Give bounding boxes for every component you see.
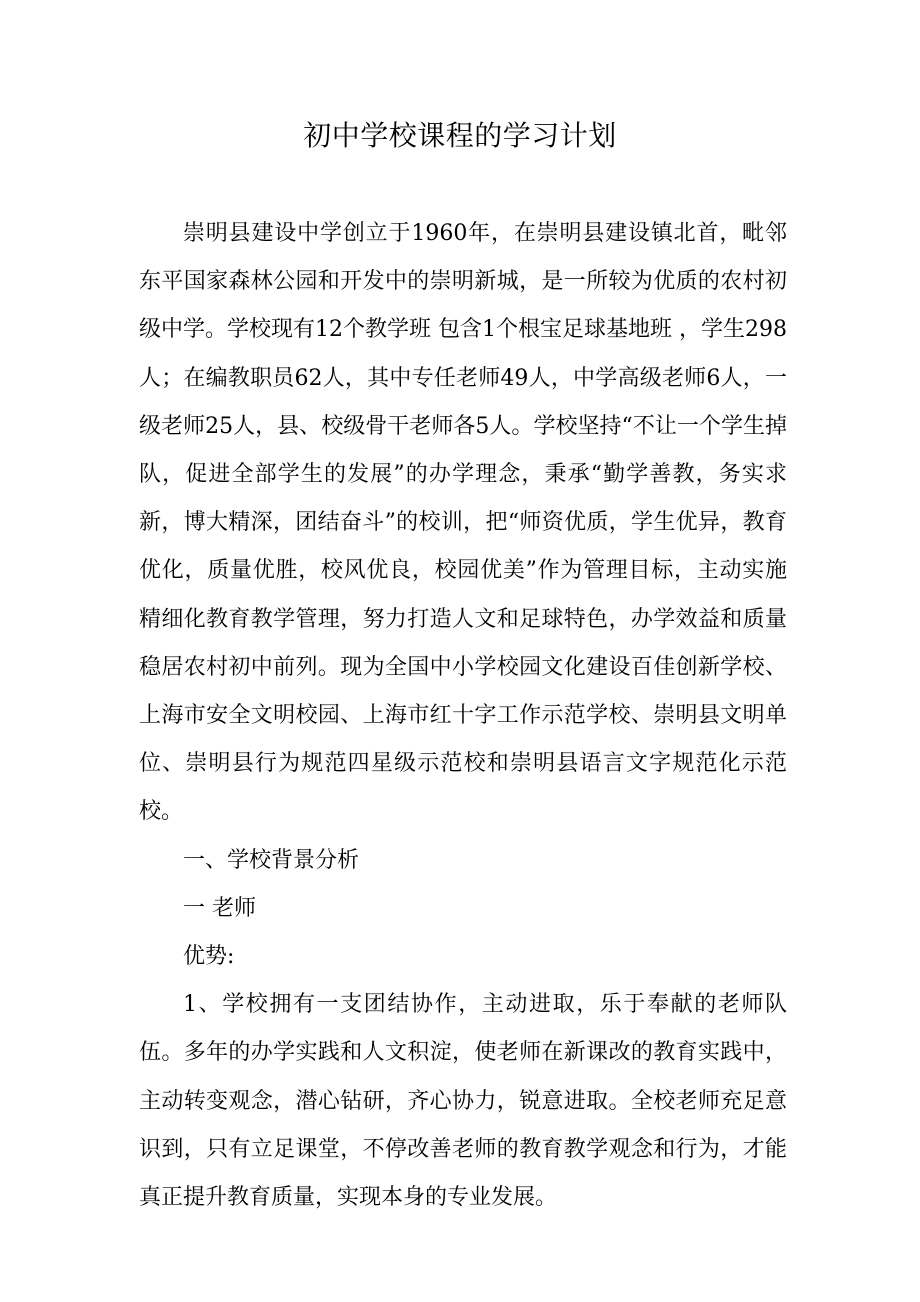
subsection-heading-teachers: 一 老师 (183, 895, 256, 921)
label-advantages: 优势: (183, 944, 235, 970)
document-title: 初中学校课程的学习计划 (303, 119, 617, 152)
paragraph-school-intro: 崇明县建设中学创立于1960年，在崇明县建设镇北首，毗邻东平国家森林公园和开发中的崇明新城，是一所较为优质的农村初级中学。学校现有12个教学班 包含1个根宝足球基地班 ，学生298人；在编教职员62人，其中专任老师49人，中学高级老师6人，一级老师25人，县、校级骨干老师各5人。学校坚持“不让一个学生掉队，促进全部学生的发展”的办学理念，秉承“勤学善教，务实求新，博大精深，团结奋斗”的校训，把“师资优质，学生优异，教育优化，质量优胜，校风优良，校园优美”作为管理目标，主动实施精细化教育教学管理，努力打造人文和足球特色，办学效益和质量稳居农村初中前列。现为全国中小学校园文化建设百佳创新学校、上海市安全文明校园、上海市红十字工作示范学校、崇明县文明单位、崇明县行为规范四星级示范校和崇明县语言文字规范化示范校。 (139, 221, 787, 825)
document-body (139, 210, 787, 1222)
paragraph-advantage-1: 1、学校拥有一支团结协作，主动进取，乐于奉献的老师队伍。多年的办学实践和人文积淀，使老师在新课改的教育实践中，主动转变观念，潜心钻研，齐心协力，锐意进取。全校老师充足意识到，只有立足课堂，不停改善老师的教育教学观念和行为，才能真正提升教育质量，实现本身的专业发展。 (139, 992, 787, 1211)
section-heading-background: 一、学校背景分析 (183, 847, 360, 873)
